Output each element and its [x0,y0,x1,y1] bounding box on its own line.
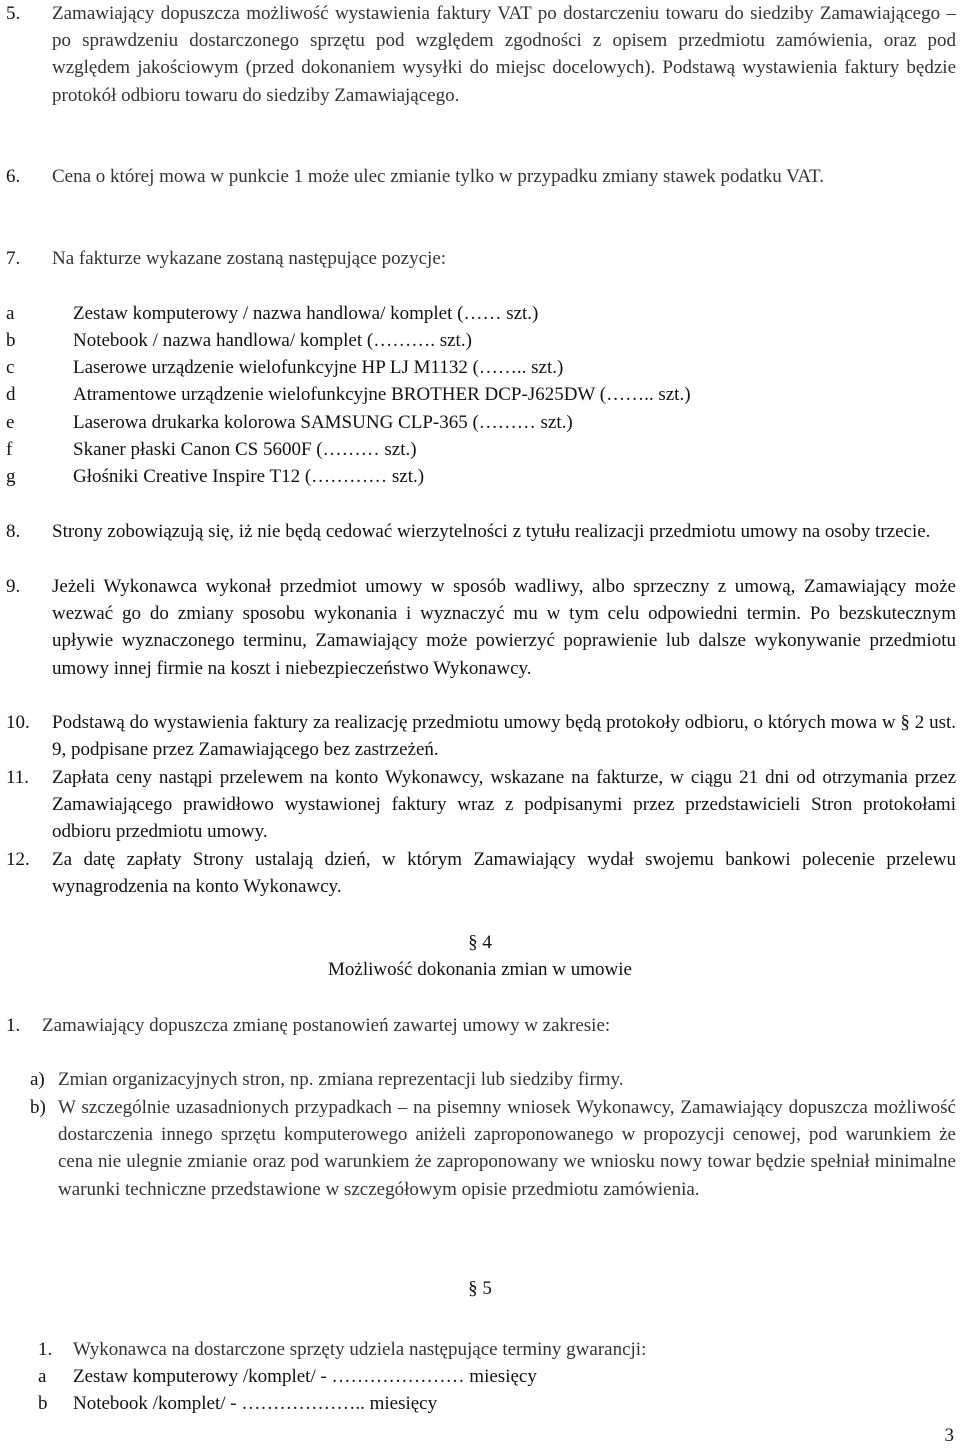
invoice-position [6,436,956,463]
item-text: Zamawiający dopuszcza możliwość wystawienia faktury VAT po dostarczeniu towaru do siedziby Zamawiającego – po sprawdzeniu dostarczonego sprzętu pod względem zgodności z opisem przedmiotu zamówienia, oraz pod względem jakościowym (przed dokonaniem wysyłki do miejsc docelowych). Podstawą wystawienia faktury będzie protokół odbioru towaru do siedziby Zamawiającego. [52,3,956,106]
position-letter: g [6,466,16,487]
warranty-letter: a [38,1366,47,1387]
invoice-position [6,327,956,354]
section5-intro-text: Wykonawca na dostarczone sprzęty udziela następujące terminy gwarancji: [73,1339,647,1360]
item-text: Za datę zapłaty Strony ustalają dzień, w którym Zamawiający wydał swojemu bankowi polecenie przelewu wynagrodzenia na konto Wykonawcy. [52,849,956,898]
item-text: Cena o której mowa w punkcie 1 może ulec zmianie tylko w przypadku zmiany stawek podatku VAT. [52,166,824,187]
item-text: Na fakturze wykazane zostaną następujące pozycje: [52,248,447,269]
invoice-position [6,354,956,381]
item-number: 6. [6,166,21,187]
paragraph-item-11 [6,764,956,846]
amendment-point-a [30,1066,956,1093]
point-text: Zmian organizacyjnych stron, np. zmiana reprezentacji lub siedziby firmy. [58,1069,624,1090]
item-text: Podstawą do wystawienia faktury za realizację przedmiotu umowy będą protokoły odbioru, o których mowa w § 2 ust. 9, podpisane przez Zamawiającego bez zastrzeżeń. [52,712,956,761]
position-letter: a [6,303,15,324]
invoice-position [6,300,956,327]
warranty-text: Zestaw komputerowy /komplet/ - ………………… miesięcy [73,1366,537,1387]
item-number: 9. [6,576,21,597]
point-letter: a) [30,1069,45,1090]
position-letter: b [6,330,16,351]
page-number: 3 [944,1425,954,1446]
warranty-letter: b [38,1393,48,1414]
position-text: Laserowa drukarka kolorowa SAMSUNG CLP-365 (……… szt.) [73,412,573,433]
point-text: W szczególnie uzasadnionych przypadkach – na pisemny wniosek Wykonawcy, Zamawiający dopuszcza możliwość dostarczenia innego sprzętu komputerowego aniżeli zaproponowanego w propozycji cenowej, pod warunkiem że cena nie ulegnie zmianie oraz pod warunkiem że zaproponowany we wniosku nowy towar będzie spełniał minimalne warunki techniczne przedstawione w szczegółowym opisie przedmiotu zamówienia. [58,1097,956,1200]
item-number: 10. [6,712,30,733]
amendment-point-b [30,1094,956,1203]
item-number: 7. [6,248,21,269]
position-text: Skaner płaski Canon CS 5600F (……… szt.) [73,439,417,460]
position-letter: d [6,384,16,405]
position-text: Zestaw komputerowy / nazwa handlowa/ komplet (…… szt.) [73,303,539,324]
paragraph-item-7 [6,245,956,272]
paragraph-item-12 [6,846,956,900]
paragraph-item-9 [6,573,956,682]
point-letter: b) [30,1097,46,1118]
paragraph-item-8 [6,518,956,545]
section4-intro-text: Zamawiający dopuszcza zmianę postanowień zawartej umowy w zakresie: [42,1015,611,1036]
item-number: 8. [6,521,21,542]
position-text: Głośniki Creative Inspire T12 (………… szt.) [73,466,425,487]
position-text: Notebook / nazwa handlowa/ komplet (………. szt.) [73,330,472,351]
item-number: 11. [6,767,30,788]
section-title: Możliwość dokonania zmian w umowie [328,959,632,980]
section5-intro-number: 1. [38,1339,53,1360]
position-text: Laserowe urządzenie wielofunkcyjne HP LJ M1132 (…….. szt.) [73,357,564,378]
section-heading: § 4 [468,932,492,953]
warranty-text: Notebook /komplet/ - ……………….. miesięcy [73,1393,438,1414]
item-number: 12. [6,849,30,870]
item-text: Jeżeli Wykonawca wykonał przedmiot umowy w sposób wadliwy, albo sprzeczny z umową, Zamawiający może wezwać go do zmiany sposobu wykonania i wyznaczyć mu w tym celu odpowiedni termin. Po bezskutecznym upływie wyznaczonego terminu, Zamawiający może powierzyć poprawienie lub dalsze wykonywanie przedmiotu umowy innej firmie na koszt i niebezpieczeństwo Wykonawcy. [52,576,956,679]
invoice-position [6,463,956,490]
paragraph-item-5 [6,0,956,109]
position-letter: c [6,357,15,378]
item-text: Zapłata ceny nastąpi przelewem na konto Wykonawcy, wskazane na fakturze, w ciągu 21 dni od otrzymania przez Zamawiającego prawidłowo wystawionej faktury wraz z podpisanymi przez przedstawicieli Stron protokołami odbioru przedmiotu umowy. [52,767,956,843]
item-number: 5. [6,3,21,24]
section-heading: § 5 [468,1278,492,1299]
paragraph-item-6 [6,163,956,190]
invoice-position [6,381,956,408]
position-letter: f [6,439,13,460]
section4-intro-number: 1. [6,1015,21,1036]
position-letter: e [6,412,15,433]
paragraph-item-10 [6,709,956,763]
position-text: Atramentowe urządzenie wielofunkcyjne BROTHER DCP-J625DW (…….. szt.) [73,384,691,405]
item-text: Strony zobowiązują się, iż nie będą cedować wierzytelności z tytułu realizacji przedmiotu umowy na osoby trzecie. [52,521,931,542]
invoice-position [6,409,956,436]
